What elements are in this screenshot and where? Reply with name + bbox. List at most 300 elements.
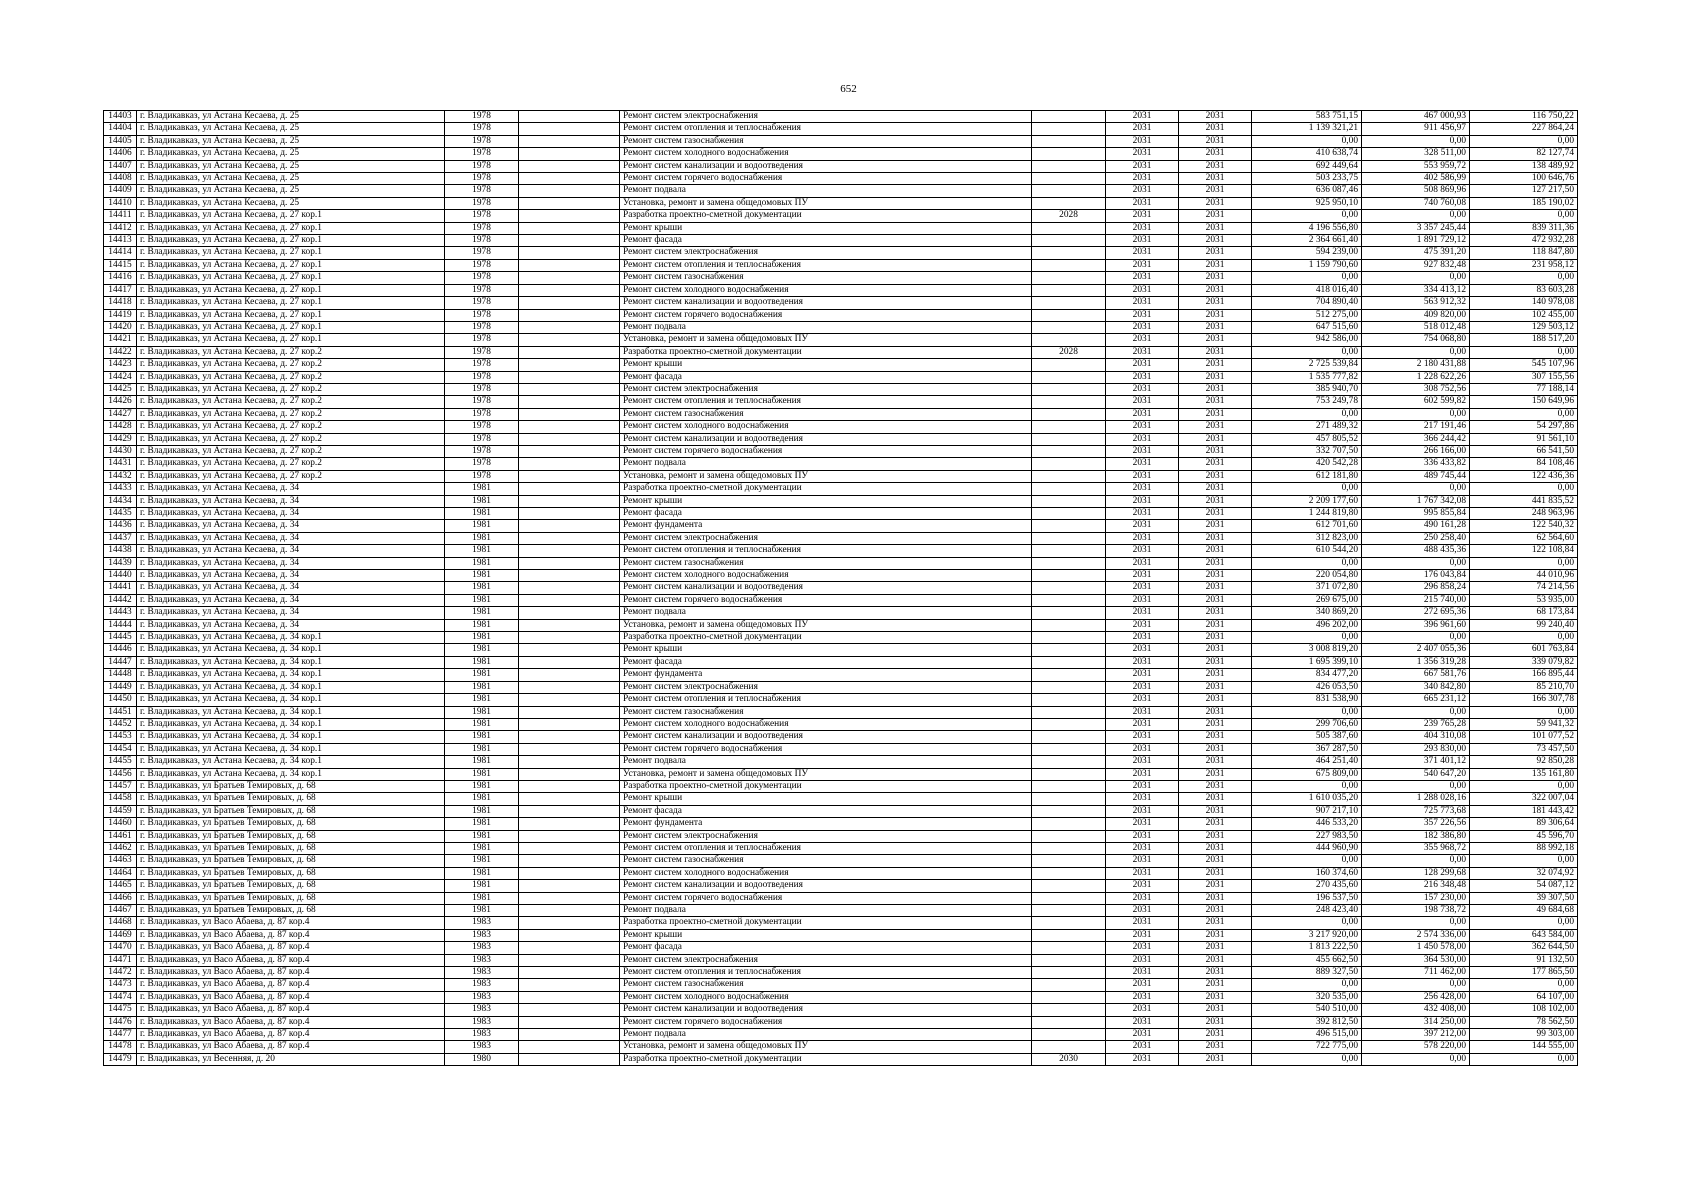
plan-start-year-cell: 2031 [1106, 222, 1179, 234]
total-cost-cell: 457 805,52 [1252, 433, 1362, 445]
plan-start-year-cell: 2031 [1106, 632, 1179, 644]
address-cell: г. Владикавказ, ул Астана Кесаева, д. 27 кор.2 [137, 346, 445, 358]
psd-year-cell [1032, 681, 1106, 693]
psd-year-cell [1032, 495, 1106, 507]
row-number-cell: 14424 [104, 371, 137, 383]
empty-cell [519, 1004, 620, 1016]
work-type-cell: Ремонт систем отопления и теплоснабжения [620, 694, 1032, 706]
owner-cost-cell: 39 307,50 [1470, 892, 1578, 904]
address-cell: г. Владикавказ, ул Астана Кесаева, д. 25 [137, 111, 445, 123]
address-cell: г. Владикавказ, ул Братьев Темировых, д. 68 [137, 805, 445, 817]
work-type-cell: Ремонт фундамента [620, 520, 1032, 532]
table-row [104, 309, 1578, 321]
build-year-cell: 1978 [445, 445, 519, 457]
row-number-cell: 14422 [104, 346, 137, 358]
psd-year-cell [1032, 570, 1106, 582]
psd-year-cell [1032, 855, 1106, 867]
plan-start-year-cell: 2031 [1106, 135, 1179, 147]
build-year-cell: 1981 [445, 644, 519, 656]
work-type-cell: Ремонт подвала [620, 905, 1032, 917]
address-cell: г. Владикавказ, ул Астана Кесаева, д. 27 кор.1 [137, 259, 445, 271]
row-number-cell: 14464 [104, 867, 137, 879]
table-row [104, 532, 1578, 544]
table-row [104, 743, 1578, 755]
build-year-cell: 1981 [445, 607, 519, 619]
psd-year-cell [1032, 321, 1106, 333]
row-number-cell: 14478 [104, 1041, 137, 1053]
empty-cell [519, 632, 620, 644]
empty-cell [519, 979, 620, 991]
row-number-cell: 14468 [104, 917, 137, 929]
plan-end-year-cell: 2031 [1179, 421, 1252, 433]
plan-start-year-cell: 2031 [1106, 520, 1179, 532]
total-cost-cell: 1 535 777,82 [1252, 371, 1362, 383]
work-type-cell: Ремонт крыши [620, 222, 1032, 234]
fund-cost-cell: 296 858,24 [1362, 582, 1470, 594]
total-cost-cell: 612 701,60 [1252, 520, 1362, 532]
total-cost-cell: 540 510,00 [1252, 1004, 1362, 1016]
total-cost-cell: 299 706,60 [1252, 718, 1362, 730]
psd-year-cell [1032, 458, 1106, 470]
fund-cost-cell: 272 695,36 [1362, 607, 1470, 619]
empty-cell [519, 954, 620, 966]
total-cost-cell: 1 159 790,60 [1252, 259, 1362, 271]
table-row [104, 582, 1578, 594]
table-row [104, 656, 1578, 668]
owner-cost-cell: 85 210,70 [1470, 681, 1578, 693]
fund-cost-cell: 2 407 055,36 [1362, 644, 1470, 656]
build-year-cell: 1978 [445, 222, 519, 234]
table-row [104, 545, 1578, 557]
owner-cost-cell: 185 190,02 [1470, 197, 1578, 209]
address-cell: г. Владикавказ, ул Васо Абаева, д. 87 кор.4 [137, 954, 445, 966]
fund-cost-cell: 293 830,00 [1362, 743, 1470, 755]
address-cell: г. Владикавказ, ул Братьев Темировых, д. 68 [137, 842, 445, 854]
work-type-cell: Ремонт фасада [620, 656, 1032, 668]
plan-end-year-cell: 2031 [1179, 508, 1252, 520]
work-type-cell: Ремонт систем горячего водоснабжения [620, 445, 1032, 457]
plan-start-year-cell: 2031 [1106, 545, 1179, 557]
build-year-cell: 1981 [445, 780, 519, 792]
address-cell: г. Владикавказ, ул Братьев Темировых, д. 68 [137, 892, 445, 904]
empty-cell [519, 619, 620, 631]
plan-start-year-cell: 2031 [1106, 967, 1179, 979]
owner-cost-cell: 59 941,32 [1470, 718, 1578, 730]
total-cost-cell: 1 139 321,21 [1252, 123, 1362, 135]
address-cell: г. Владикавказ, ул Весенняя, д. 20 [137, 1053, 445, 1065]
fund-cost-cell: 256 428,00 [1362, 991, 1470, 1003]
plan-end-year-cell: 2031 [1179, 756, 1252, 768]
psd-year-cell [1032, 880, 1106, 892]
total-cost-cell: 196 537,50 [1252, 892, 1362, 904]
table-row [104, 185, 1578, 197]
plan-end-year-cell: 2031 [1179, 818, 1252, 830]
fund-cost-cell: 927 832,48 [1362, 259, 1470, 271]
owner-cost-cell: 122 436,36 [1470, 470, 1578, 482]
plan-start-year-cell: 2031 [1106, 619, 1179, 631]
plan-end-year-cell: 2031 [1179, 396, 1252, 408]
build-year-cell: 1981 [445, 483, 519, 495]
row-number-cell: 14469 [104, 929, 137, 941]
row-number-cell: 14467 [104, 905, 137, 917]
work-type-cell: Ремонт систем газоснабжения [620, 408, 1032, 420]
psd-year-cell: 2028 [1032, 210, 1106, 222]
total-cost-cell: 320 535,00 [1252, 991, 1362, 1003]
row-number-cell: 14428 [104, 421, 137, 433]
repair-program-table [103, 110, 1578, 1066]
empty-cell [519, 842, 620, 854]
owner-cost-cell: 248 963,96 [1470, 508, 1578, 520]
build-year-cell: 1983 [445, 942, 519, 954]
psd-year-cell [1032, 656, 1106, 668]
build-year-cell: 1978 [445, 111, 519, 123]
total-cost-cell: 0,00 [1252, 917, 1362, 929]
psd-year-cell [1032, 867, 1106, 879]
row-number-cell: 14409 [104, 185, 137, 197]
table-row [104, 557, 1578, 569]
plan-start-year-cell: 2031 [1106, 123, 1179, 135]
total-cost-cell: 2 209 177,60 [1252, 495, 1362, 507]
plan-end-year-cell: 2031 [1179, 979, 1252, 991]
work-type-cell: Ремонт систем электроснабжения [620, 383, 1032, 395]
address-cell: г. Владикавказ, ул Астана Кесаева, д. 27 кор.2 [137, 371, 445, 383]
work-type-cell: Ремонт крыши [620, 644, 1032, 656]
fund-cost-cell: 404 310,08 [1362, 731, 1470, 743]
psd-year-cell [1032, 396, 1106, 408]
row-number-cell: 14472 [104, 967, 137, 979]
row-number-cell: 14408 [104, 173, 137, 185]
fund-cost-cell: 508 869,96 [1362, 185, 1470, 197]
owner-cost-cell: 32 074,92 [1470, 867, 1578, 879]
plan-start-year-cell: 2031 [1106, 570, 1179, 582]
total-cost-cell: 446 533,20 [1252, 818, 1362, 830]
psd-year-cell [1032, 532, 1106, 544]
row-number-cell: 14445 [104, 632, 137, 644]
psd-year-cell [1032, 830, 1106, 842]
build-year-cell: 1981 [445, 694, 519, 706]
row-number-cell: 14463 [104, 855, 137, 867]
total-cost-cell: 0,00 [1252, 855, 1362, 867]
build-year-cell: 1981 [445, 508, 519, 520]
build-year-cell: 1981 [445, 768, 519, 780]
table-row [104, 148, 1578, 160]
address-cell: г. Владикавказ, ул Астана Кесаева, д. 27 кор.1 [137, 247, 445, 259]
table-row [104, 383, 1578, 395]
row-number-cell: 14453 [104, 731, 137, 743]
total-cost-cell: 340 869,20 [1252, 607, 1362, 619]
row-number-cell: 14462 [104, 842, 137, 854]
fund-cost-cell: 328 511,00 [1362, 148, 1470, 160]
plan-start-year-cell: 2031 [1106, 235, 1179, 247]
empty-cell [519, 284, 620, 296]
empty-cell [519, 1041, 620, 1053]
plan-end-year-cell: 2031 [1179, 1053, 1252, 1065]
psd-year-cell [1032, 284, 1106, 296]
table-row [104, 718, 1578, 730]
address-cell: г. Владикавказ, ул Астана Кесаева, д. 34 [137, 495, 445, 507]
address-cell: г. Владикавказ, ул Братьев Темировых, д. 68 [137, 830, 445, 842]
build-year-cell: 1981 [445, 867, 519, 879]
fund-cost-cell: 0,00 [1362, 917, 1470, 929]
plan-start-year-cell: 2031 [1106, 458, 1179, 470]
psd-year-cell [1032, 743, 1106, 755]
empty-cell [519, 545, 620, 557]
row-number-cell: 14442 [104, 594, 137, 606]
empty-cell [519, 867, 620, 879]
table-row [104, 346, 1578, 358]
plan-start-year-cell: 2031 [1106, 954, 1179, 966]
psd-year-cell: 2028 [1032, 346, 1106, 358]
fund-cost-cell: 0,00 [1362, 272, 1470, 284]
work-type-cell: Разработка проектно-сметной документации [620, 1053, 1032, 1065]
row-number-cell: 14410 [104, 197, 137, 209]
owner-cost-cell: 82 127,74 [1470, 148, 1578, 160]
fund-cost-cell: 1 450 578,00 [1362, 942, 1470, 954]
plan-end-year-cell: 2031 [1179, 210, 1252, 222]
plan-end-year-cell: 2031 [1179, 805, 1252, 817]
empty-cell [519, 396, 620, 408]
plan-end-year-cell: 2031 [1179, 967, 1252, 979]
owner-cost-cell: 166 895,44 [1470, 669, 1578, 681]
fund-cost-cell: 911 456,97 [1362, 123, 1470, 135]
address-cell: г. Владикавказ, ул Астана Кесаева, д. 34 кор.1 [137, 669, 445, 681]
row-number-cell: 14415 [104, 259, 137, 271]
build-year-cell: 1981 [445, 743, 519, 755]
work-type-cell: Ремонт систем канализации и водоотведения [620, 582, 1032, 594]
empty-cell [519, 346, 620, 358]
plan-start-year-cell: 2031 [1106, 942, 1179, 954]
build-year-cell: 1978 [445, 470, 519, 482]
table-row [104, 483, 1578, 495]
table-row [104, 917, 1578, 929]
plan-start-year-cell: 2031 [1106, 309, 1179, 321]
address-cell: г. Владикавказ, ул Братьев Темировых, д. 68 [137, 855, 445, 867]
plan-end-year-cell: 2031 [1179, 520, 1252, 532]
plan-start-year-cell: 2031 [1106, 470, 1179, 482]
address-cell: г. Владикавказ, ул Астана Кесаева, д. 34 кор.1 [137, 718, 445, 730]
plan-end-year-cell: 2031 [1179, 731, 1252, 743]
address-cell: г. Владикавказ, ул Астана Кесаева, д. 34 [137, 607, 445, 619]
psd-year-cell [1032, 818, 1106, 830]
row-number-cell: 14414 [104, 247, 137, 259]
empty-cell [519, 905, 620, 917]
address-cell: г. Владикавказ, ул Астана Кесаева, д. 25 [137, 185, 445, 197]
psd-year-cell [1032, 669, 1106, 681]
work-type-cell: Установка, ремонт и замена общедомовых ПУ [620, 768, 1032, 780]
address-cell: г. Владикавказ, ул Братьев Темировых, д. 68 [137, 780, 445, 792]
fund-cost-cell: 754 068,80 [1362, 334, 1470, 346]
row-number-cell: 14470 [104, 942, 137, 954]
fund-cost-cell: 1 767 342,08 [1362, 495, 1470, 507]
fund-cost-cell: 266 166,00 [1362, 445, 1470, 457]
build-year-cell: 1983 [445, 1016, 519, 1028]
work-type-cell: Установка, ремонт и замена общедомовых ПУ [620, 470, 1032, 482]
plan-end-year-cell: 2031 [1179, 793, 1252, 805]
fund-cost-cell: 518 012,48 [1362, 321, 1470, 333]
plan-end-year-cell: 2031 [1179, 917, 1252, 929]
row-number-cell: 14411 [104, 210, 137, 222]
psd-year-cell [1032, 421, 1106, 433]
table-row [104, 321, 1578, 333]
plan-end-year-cell: 2031 [1179, 743, 1252, 755]
row-number-cell: 14476 [104, 1016, 137, 1028]
fund-cost-cell: 216 348,48 [1362, 880, 1470, 892]
work-type-cell: Ремонт крыши [620, 929, 1032, 941]
owner-cost-cell: 122 540,32 [1470, 520, 1578, 532]
plan-end-year-cell: 2031 [1179, 929, 1252, 941]
owner-cost-cell: 322 007,04 [1470, 793, 1578, 805]
plan-end-year-cell: 2031 [1179, 867, 1252, 879]
build-year-cell: 1981 [445, 545, 519, 557]
plan-start-year-cell: 2031 [1106, 173, 1179, 185]
owner-cost-cell: 99 240,40 [1470, 619, 1578, 631]
fund-cost-cell: 540 647,20 [1362, 768, 1470, 780]
plan-end-year-cell: 2031 [1179, 1029, 1252, 1041]
owner-cost-cell: 91 561,10 [1470, 433, 1578, 445]
owner-cost-cell: 54 087,12 [1470, 880, 1578, 892]
build-year-cell: 1983 [445, 1004, 519, 1016]
work-type-cell: Ремонт систем электроснабжения [620, 532, 1032, 544]
fund-cost-cell: 2 574 336,00 [1362, 929, 1470, 941]
address-cell: г. Владикавказ, ул Васо Абаева, д. 87 кор.4 [137, 929, 445, 941]
plan-start-year-cell: 2031 [1106, 508, 1179, 520]
work-type-cell: Ремонт подвала [620, 756, 1032, 768]
plan-start-year-cell: 2031 [1106, 917, 1179, 929]
total-cost-cell: 0,00 [1252, 979, 1362, 991]
build-year-cell: 1981 [445, 830, 519, 842]
owner-cost-cell: 99 303,00 [1470, 1029, 1578, 1041]
fund-cost-cell: 0,00 [1362, 483, 1470, 495]
address-cell: г. Владикавказ, ул Астана Кесаева, д. 27 кор.1 [137, 272, 445, 284]
address-cell: г. Владикавказ, ул Братьев Темировых, д. 68 [137, 867, 445, 879]
plan-end-year-cell: 2031 [1179, 557, 1252, 569]
row-number-cell: 14449 [104, 681, 137, 693]
psd-year-cell [1032, 111, 1106, 123]
address-cell: г. Владикавказ, ул Астана Кесаева, д. 34 [137, 532, 445, 544]
table-row [104, 681, 1578, 693]
plan-start-year-cell: 2031 [1106, 247, 1179, 259]
psd-year-cell [1032, 694, 1106, 706]
plan-start-year-cell: 2031 [1106, 445, 1179, 457]
work-type-cell: Ремонт систем газоснабжения [620, 557, 1032, 569]
table-row [104, 855, 1578, 867]
owner-cost-cell: 307 155,56 [1470, 371, 1578, 383]
plan-start-year-cell: 2031 [1106, 656, 1179, 668]
work-type-cell: Ремонт систем холодного водоснабжения [620, 718, 1032, 730]
table-row [104, 706, 1578, 718]
fund-cost-cell: 0,00 [1362, 346, 1470, 358]
fund-cost-cell: 0,00 [1362, 706, 1470, 718]
empty-cell [519, 880, 620, 892]
empty-cell [519, 805, 620, 817]
plan-end-year-cell: 2031 [1179, 830, 1252, 842]
build-year-cell: 1978 [445, 173, 519, 185]
total-cost-cell: 220 054,80 [1252, 570, 1362, 582]
owner-cost-cell: 64 107,00 [1470, 991, 1578, 1003]
fund-cost-cell: 157 230,00 [1362, 892, 1470, 904]
work-type-cell: Разработка проектно-сметной документации [620, 346, 1032, 358]
table-row [104, 508, 1578, 520]
psd-year-cell [1032, 582, 1106, 594]
plan-end-year-cell: 2031 [1179, 470, 1252, 482]
owner-cost-cell: 62 564,60 [1470, 532, 1578, 544]
fund-cost-cell: 1 288 028,16 [1362, 793, 1470, 805]
row-number-cell: 14430 [104, 445, 137, 457]
table-row [104, 991, 1578, 1003]
empty-cell [519, 644, 620, 656]
address-cell: г. Владикавказ, ул Астана Кесаева, д. 27 кор.2 [137, 458, 445, 470]
table-body [104, 111, 1578, 1066]
fund-cost-cell: 667 581,76 [1362, 669, 1470, 681]
owner-cost-cell: 129 503,12 [1470, 321, 1578, 333]
psd-year-cell [1032, 359, 1106, 371]
plan-end-year-cell: 2031 [1179, 545, 1252, 557]
total-cost-cell: 0,00 [1252, 210, 1362, 222]
address-cell: г. Владикавказ, ул Астана Кесаева, д. 34 [137, 483, 445, 495]
work-type-cell: Ремонт систем газоснабжения [620, 855, 1032, 867]
empty-cell [519, 222, 620, 234]
owner-cost-cell: 89 306,64 [1470, 818, 1578, 830]
table-row [104, 669, 1578, 681]
plan-start-year-cell: 2031 [1106, 1029, 1179, 1041]
empty-cell [519, 830, 620, 842]
total-cost-cell: 0,00 [1252, 1053, 1362, 1065]
owner-cost-cell: 122 108,84 [1470, 545, 1578, 557]
address-cell: г. Владикавказ, ул Астана Кесаева, д. 34 кор.1 [137, 681, 445, 693]
owner-cost-cell: 0,00 [1470, 272, 1578, 284]
empty-cell [519, 197, 620, 209]
owner-cost-cell: 0,00 [1470, 632, 1578, 644]
build-year-cell: 1978 [445, 259, 519, 271]
psd-year-cell [1032, 520, 1106, 532]
empty-cell [519, 656, 620, 668]
empty-cell [519, 793, 620, 805]
fund-cost-cell: 725 773,68 [1362, 805, 1470, 817]
empty-cell [519, 185, 620, 197]
row-number-cell: 14425 [104, 383, 137, 395]
plan-end-year-cell: 2031 [1179, 768, 1252, 780]
table-row [104, 123, 1578, 135]
fund-cost-cell: 355 968,72 [1362, 842, 1470, 854]
build-year-cell: 1981 [445, 855, 519, 867]
owner-cost-cell: 0,00 [1470, 346, 1578, 358]
total-cost-cell: 1 244 819,80 [1252, 508, 1362, 520]
work-type-cell: Ремонт систем холодного водоснабжения [620, 991, 1032, 1003]
table-row [104, 607, 1578, 619]
owner-cost-cell: 138 489,92 [1470, 160, 1578, 172]
address-cell: г. Владикавказ, ул Астана Кесаева, д. 27 кор.1 [137, 235, 445, 247]
total-cost-cell: 271 489,32 [1252, 421, 1362, 433]
owner-cost-cell: 108 102,00 [1470, 1004, 1578, 1016]
row-number-cell: 14450 [104, 694, 137, 706]
work-type-cell: Ремонт систем отопления и теплоснабжения [620, 396, 1032, 408]
row-number-cell: 14434 [104, 495, 137, 507]
table-row [104, 880, 1578, 892]
plan-start-year-cell: 2031 [1106, 197, 1179, 209]
psd-year-cell [1032, 197, 1106, 209]
row-number-cell: 14433 [104, 483, 137, 495]
total-cost-cell: 692 449,64 [1252, 160, 1362, 172]
psd-year-cell [1032, 272, 1106, 284]
empty-cell [519, 433, 620, 445]
address-cell: г. Владикавказ, ул Братьев Темировых, д. 68 [137, 905, 445, 917]
empty-cell [519, 483, 620, 495]
build-year-cell: 1978 [445, 359, 519, 371]
table-row [104, 259, 1578, 271]
empty-cell [519, 309, 620, 321]
address-cell: г. Владикавказ, ул Братьев Темировых, д. 68 [137, 793, 445, 805]
plan-end-year-cell: 2031 [1179, 123, 1252, 135]
